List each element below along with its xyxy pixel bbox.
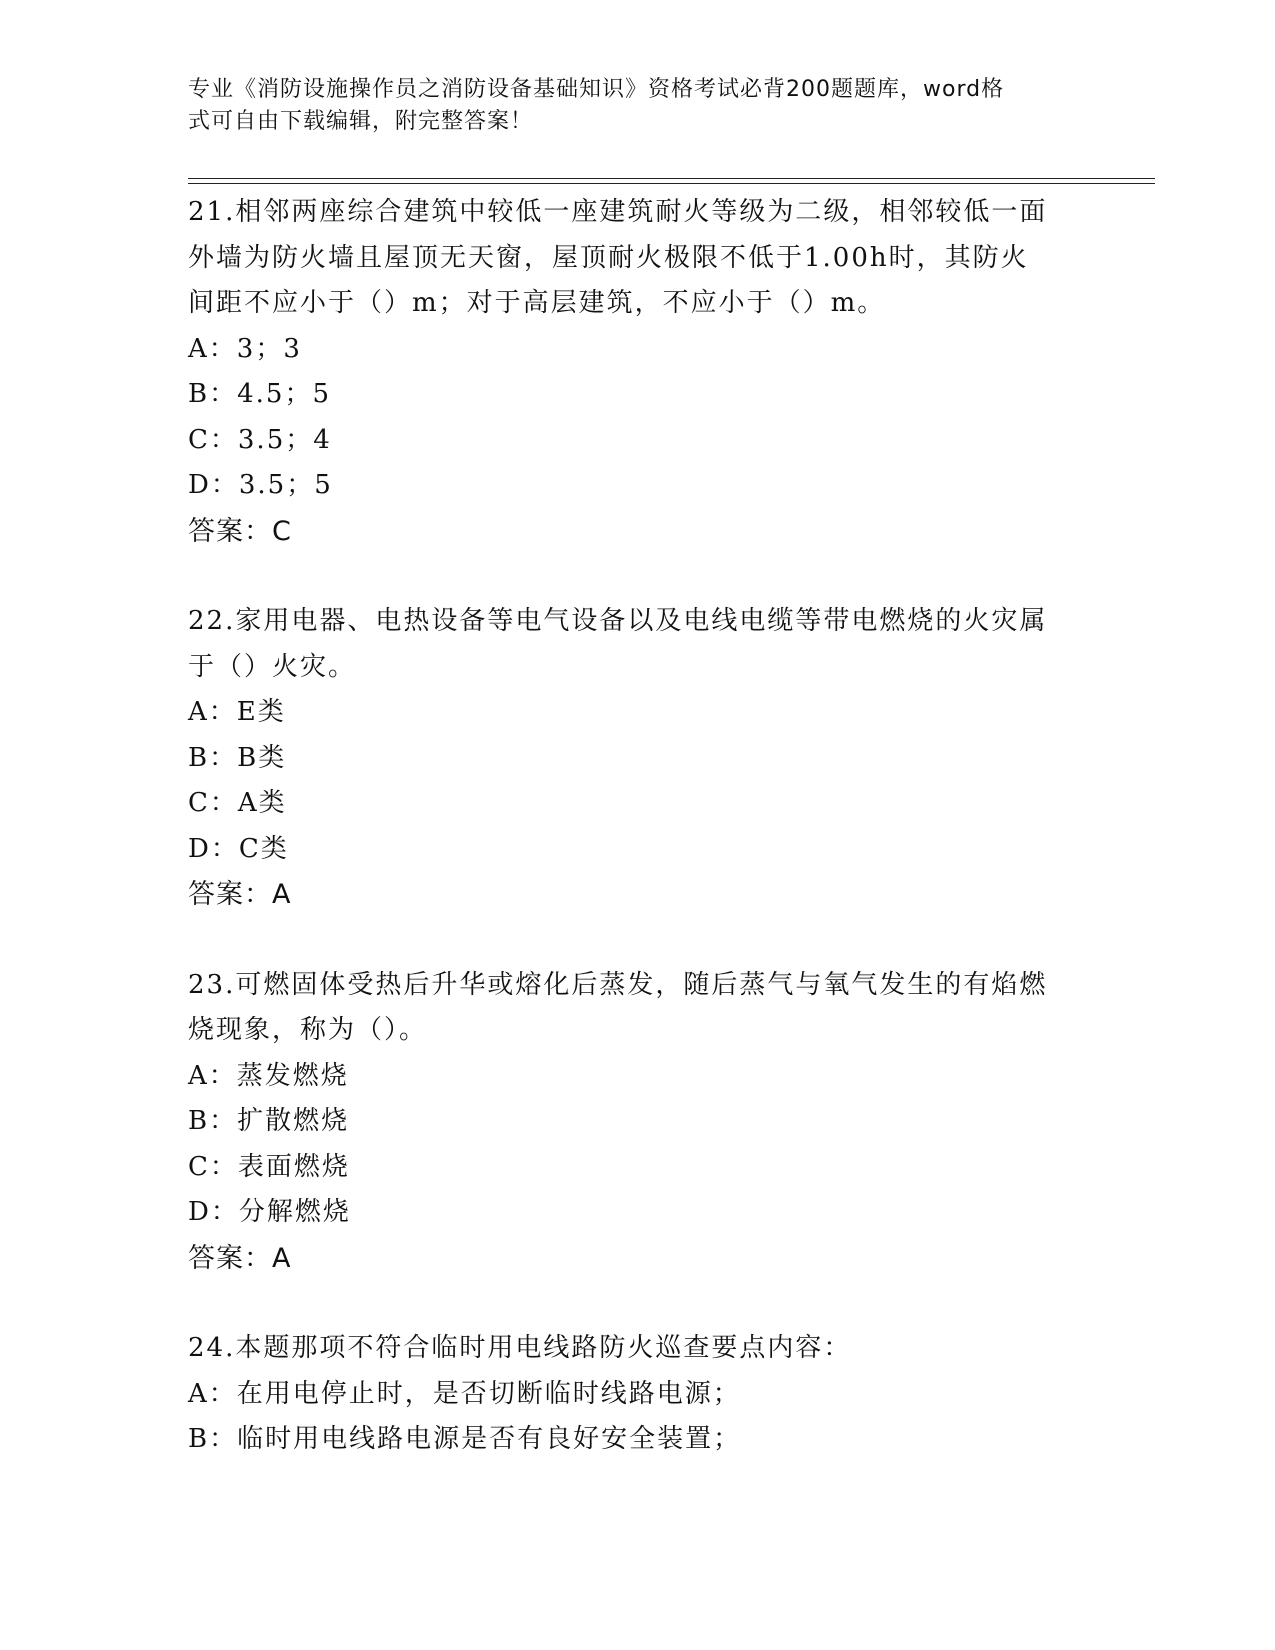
header-divider-top <box>188 178 1155 179</box>
option-c: C：3.5；4 <box>188 424 332 455</box>
option-b: B：4.5；5 <box>188 379 331 409</box>
header-line-1: 专业《消防设施操作员之消防设备基础知识》资格考试必背200题题库，word格 <box>188 77 1005 102</box>
document-header <box>188 74 1078 138</box>
question-22 <box>188 599 1088 918</box>
option-b: B：扩散燃烧 <box>188 1106 350 1136</box>
answer-line: 答案：A <box>188 1242 292 1274</box>
option-d: D：分解燃烧 <box>188 1197 351 1227</box>
question-text-line: 24.本题那项不符合临时用电线路防火巡查要点内容： <box>188 1333 852 1363</box>
question-text-line: 22.家用电器、电热设备等电气设备以及电线电缆等带电燃烧的火灾属 <box>188 606 1048 636</box>
option-b: B：临时用电线路电源是否有良好安全装置； <box>188 1424 742 1454</box>
question-text-line: 21.相邻两座综合建筑中较低一座建筑耐火等级为二级，相邻较低一面 <box>188 197 1048 227</box>
option-d: D：C类 <box>188 833 289 864</box>
question-24 <box>188 1326 1088 1463</box>
option-a: A：E类 <box>188 697 286 727</box>
question-23 <box>188 963 1088 1282</box>
question-spacer <box>188 554 1088 599</box>
option-c: C：表面燃烧 <box>188 1151 350 1182</box>
option-a: A：蒸发燃烧 <box>188 1060 349 1091</box>
option-d: D：3.5；5 <box>188 470 333 500</box>
question-spacer <box>188 1281 1088 1326</box>
question-21 <box>188 190 1088 554</box>
header-line-2: 式可自由下载编辑，附完整答案！ <box>188 109 534 134</box>
question-text-line: 间距不应小于（）m；对于高层建筑，不应小于（）m。 <box>188 288 886 318</box>
answer-line: 答案：C <box>188 515 292 547</box>
question-text-line: 于（）火灾。 <box>188 651 357 682</box>
question-spacer <box>188 918 1088 963</box>
option-c: C：A类 <box>188 788 287 818</box>
question-text-line: 23.可燃固体受热后升华或熔化后蒸发，随后蒸气与氧气发生的有焰燃 <box>188 969 1048 1000</box>
question-list <box>188 190 1088 1463</box>
question-text-line: 烧现象，称为（）。 <box>188 1015 428 1045</box>
answer-line: 答案：A <box>188 879 292 910</box>
option-a: A：3；3 <box>188 333 302 364</box>
question-text-line: 外墙为防火墙且屋顶无天窗，屋顶耐火极限不低于1.00h时，其防火 <box>188 242 1029 273</box>
option-b: B：B类 <box>188 742 287 773</box>
header-divider-bottom <box>188 183 1155 184</box>
option-a: A：在用电停止时，是否切断临时线路电源； <box>188 1378 741 1409</box>
